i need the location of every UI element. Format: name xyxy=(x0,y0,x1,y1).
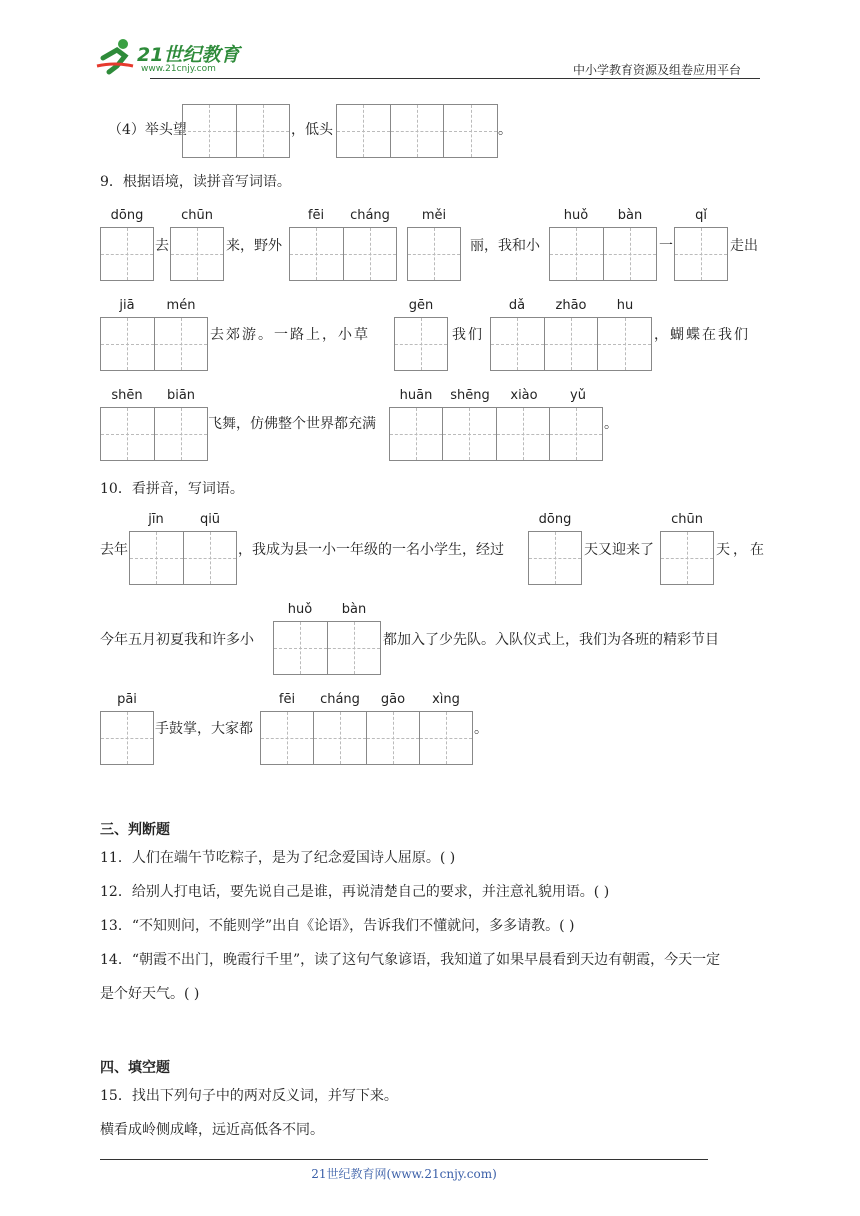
q14-line2: 是个好天气。( ) xyxy=(100,986,200,1002)
q11: 11．人们在端午节吃粽子，是为了纪念爱国诗人屈原。( ) xyxy=(100,850,456,866)
poem-line: 横看成岭侧成峰，远近高低各不同。 xyxy=(100,1122,324,1138)
pinyin: fēi xyxy=(278,692,296,707)
pinyin: mén xyxy=(166,298,196,313)
section-4-title: 四、填空题 xyxy=(100,1060,170,1076)
q9-r2-t1: 去郊游。一路上，小草 xyxy=(210,327,370,343)
q10-r1-t1: ，我成为县一小一年级的一名小学生，经过 xyxy=(238,542,504,558)
q9-r2-t2: 我们 xyxy=(452,327,484,343)
q9-r3-t1: 飞舞，仿佛整个世界都充满 xyxy=(208,416,376,432)
pinyin: shēng xyxy=(450,388,490,403)
q14-line1: 14．“朝霞不出门，晚霞行千里”，读了这句气象谚语，我知道了如果早晨看到天边有朝霞，今天一定 xyxy=(100,952,721,968)
q10-title: 10．看拼音，写词语。 xyxy=(100,481,244,497)
q9-r1-t2: 来，野外 xyxy=(226,238,282,254)
pinyin: zhāo xyxy=(555,298,587,313)
q9-r1-t4: 一 xyxy=(659,238,673,254)
header-rule xyxy=(150,78,760,79)
pinyin: dōng xyxy=(538,512,572,527)
section-3-title: 三、判断题 xyxy=(100,822,170,838)
header-logo xyxy=(95,36,260,76)
pinyin: dǎ xyxy=(508,298,526,313)
q10-r2-t0: 今年五月初夏我和许多小 xyxy=(100,632,254,648)
answer-box[interactable] xyxy=(674,227,728,281)
answer-box[interactable] xyxy=(289,227,397,281)
answer-box[interactable] xyxy=(660,531,714,585)
logo-url: www.21cnjy.com xyxy=(141,64,216,74)
q9-r1-t3: 丽，我和小 xyxy=(470,238,540,254)
answer-box[interactable] xyxy=(389,407,603,461)
pinyin: jiā xyxy=(119,298,135,313)
q9-r1-t1: 去 xyxy=(155,238,169,254)
answer-box[interactable] xyxy=(528,531,582,585)
q9-title: 9．根据语境，读拼音写词语。 xyxy=(100,174,291,190)
pinyin: pāi xyxy=(117,692,137,707)
answer-box[interactable] xyxy=(260,711,473,765)
pinyin: xìng xyxy=(432,692,460,707)
pinyin: fēi xyxy=(307,208,325,223)
pinyin: qǐ xyxy=(695,208,707,223)
q10-r3-t2: 。 xyxy=(474,721,488,737)
q15: 15．找出下列句子中的两对反义词，并写下来。 xyxy=(100,1088,398,1104)
pinyin: gāo xyxy=(380,692,406,707)
answer-box[interactable] xyxy=(100,711,154,765)
q9-r3-t2: 。 xyxy=(604,416,618,432)
pinyin: huǒ xyxy=(287,602,313,617)
pinyin: yǔ xyxy=(570,388,586,403)
answer-box[interactable] xyxy=(490,317,652,371)
footer-text: 21世纪教育网(www.21cnjy.com) xyxy=(311,1167,497,1181)
pinyin: hu xyxy=(616,298,634,313)
answer-box[interactable] xyxy=(100,227,154,281)
answer-box[interactable] xyxy=(170,227,224,281)
q10-r2-t1: 都加入了少先队。入队仪式上，我们为各班的精彩节目 xyxy=(383,632,719,648)
pinyin: xiào xyxy=(510,388,538,403)
q10-r1-t0: 去年 xyxy=(100,542,128,558)
q8-4-end: 。 xyxy=(498,122,512,138)
answer-box[interactable] xyxy=(273,621,381,675)
q8-4-mid: ，低头 xyxy=(291,122,333,138)
pinyin: jīn xyxy=(148,512,164,527)
answer-box[interactable] xyxy=(100,317,208,371)
q13: 13．“不知则问，不能则学”出自《论语》，告诉我们不懂就问，多多请教。( ) xyxy=(100,918,575,934)
pinyin: gēn xyxy=(408,298,434,313)
platform-name: 中小学教育资源及组卷应用平台 xyxy=(573,63,742,77)
pinyin: cháng xyxy=(320,692,360,707)
q10-r3-t1: 手鼓掌，大家都 xyxy=(155,721,253,737)
q8-4-box-1[interactable] xyxy=(182,104,290,158)
footer-rule xyxy=(100,1159,708,1160)
pinyin: huǒ xyxy=(563,208,589,223)
q10-r1-t2: 天又迎来了 xyxy=(584,542,654,558)
pinyin: bàn xyxy=(341,602,367,617)
q9-r1-t5: 走出 xyxy=(730,238,758,254)
pinyin: qiū xyxy=(199,512,221,527)
q8-4-box-2[interactable] xyxy=(336,104,498,158)
pinyin: biān xyxy=(166,388,196,403)
q8-4-prefix: （4）举头望 xyxy=(108,122,187,138)
q10-r1-t3: 天，在 xyxy=(716,542,767,558)
pinyin: chūn xyxy=(181,208,213,223)
pinyin: huān xyxy=(399,388,433,403)
answer-box[interactable] xyxy=(394,317,448,371)
answer-box[interactable] xyxy=(407,227,461,281)
answer-box[interactable] xyxy=(129,531,237,585)
answer-box[interactable] xyxy=(100,407,208,461)
pinyin: měi xyxy=(421,208,447,223)
runner-logo-icon xyxy=(95,36,135,76)
answer-box[interactable] xyxy=(549,227,657,281)
pinyin: dōng xyxy=(110,208,144,223)
pinyin: shēn xyxy=(111,388,143,403)
pinyin: chūn xyxy=(671,512,703,527)
logo-text: 21世纪教育 xyxy=(137,44,240,66)
pinyin: bàn xyxy=(617,208,643,223)
q12: 12．给别人打电话，要先说自己是谁，再说清楚自己的要求，并注意礼貌用语。( ) xyxy=(100,884,610,900)
q9-r2-t3: ，蝴蝶在我们 xyxy=(654,327,750,343)
pinyin: cháng xyxy=(350,208,390,223)
